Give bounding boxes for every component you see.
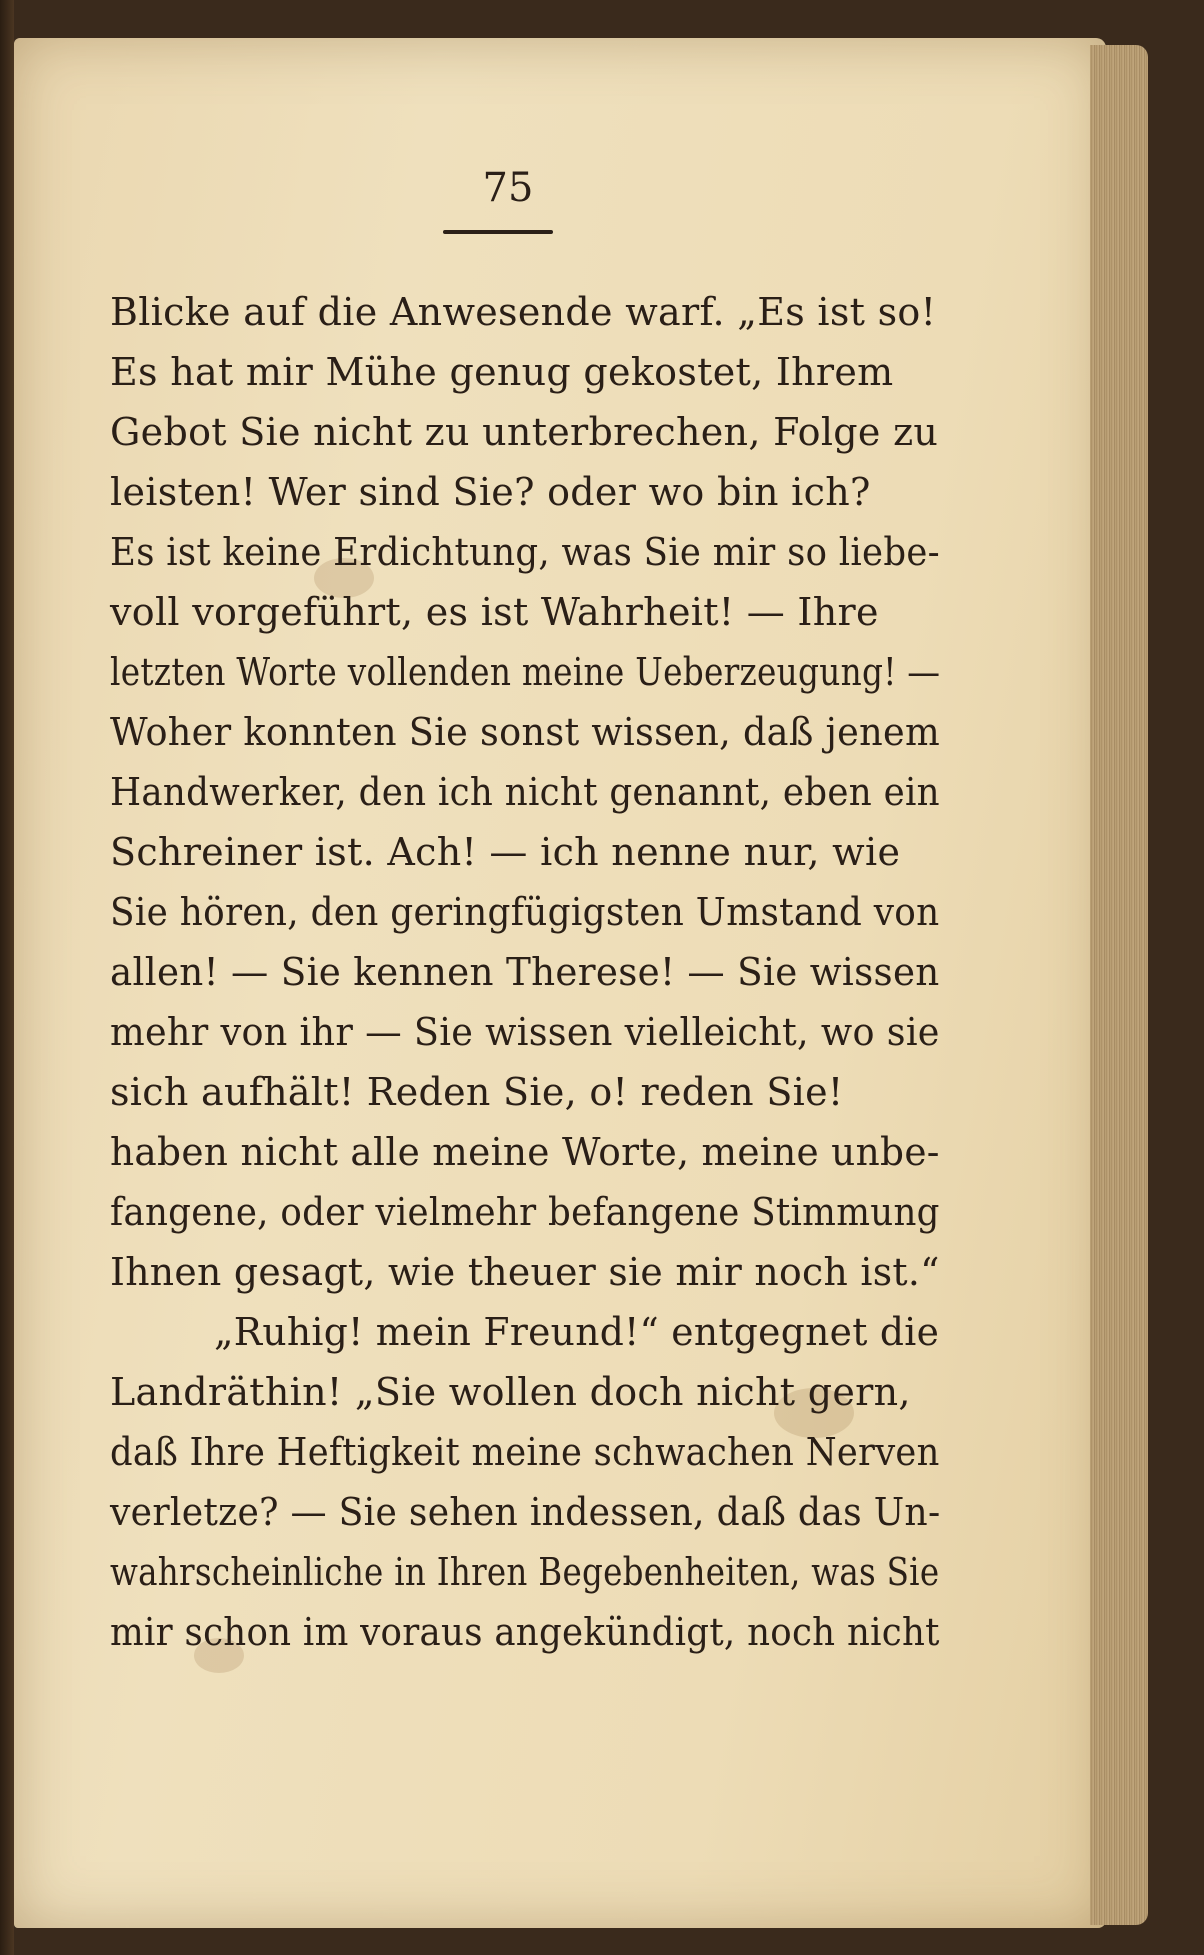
background-shadow	[1148, 40, 1204, 1955]
text-line: letzten Worte vollenden meine Ueberzeugung! —	[110, 650, 941, 694]
text-line: Es hat mir Mühe genug gekostet, Ihrem	[110, 350, 894, 394]
text-line: verletze? — Sie sehen indessen, daß das Un-	[110, 1490, 941, 1534]
book-spine	[0, 0, 14, 1955]
text-line: Gebot Sie nicht zu unterbrechen, Folge zu	[110, 410, 939, 454]
text-line: fangene, oder vielmehr befangene Stimmung	[110, 1190, 940, 1234]
text-line: Ihnen gesagt, wie theuer sie mir noch ist.“	[110, 1250, 940, 1294]
text-line: Blicke auf die Anwesende warf. „Es ist so!	[110, 290, 937, 334]
text-line: mir schon im voraus angekündigt, noch nicht	[110, 1610, 940, 1654]
text-line: Woher konnten Sie sonst wissen, daß jenem	[110, 710, 941, 754]
text-line: Landräthin! „Sie wollen doch nicht gern,	[110, 1370, 911, 1414]
text-line: „Ruhig! mein Freund!“ entgegnet die	[213, 1310, 940, 1354]
page-edges	[1090, 45, 1148, 1925]
text-line: Handwerker, den ich nicht genannt, eben ein	[110, 770, 940, 814]
text-line: mehr von ihr — Sie wissen vielleicht, wo sie	[110, 1010, 940, 1054]
text-line: haben nicht alle meine Worte, meine unbe-	[110, 1130, 940, 1174]
text-line: sich aufhält! Reden Sie, o! reden Sie!	[110, 1070, 844, 1114]
text-line: allen! — Sie kennen Therese! — Sie wissen	[110, 950, 940, 994]
text-line: leisten! Wer sind Sie? oder wo bin ich?	[110, 470, 871, 514]
text-line: wahrscheinliche in Ihren Begebenheiten, was Sie	[110, 1550, 940, 1594]
text-line: daß Ihre Heftigkeit meine schwachen Nerven	[110, 1430, 940, 1474]
text-line: Es ist keine Erdichtung, was Sie mir so liebe-	[110, 530, 940, 574]
header-rule	[443, 230, 553, 234]
text-line: Schreiner ist. Ach! — ich nenne nur, wie	[110, 830, 901, 874]
text-line: voll vorgeführt, es ist Wahrheit! — Ihre	[110, 590, 879, 634]
page-number: 75	[482, 165, 534, 211]
text-line: Sie hören, den geringfügigsten Umstand von	[110, 890, 940, 934]
